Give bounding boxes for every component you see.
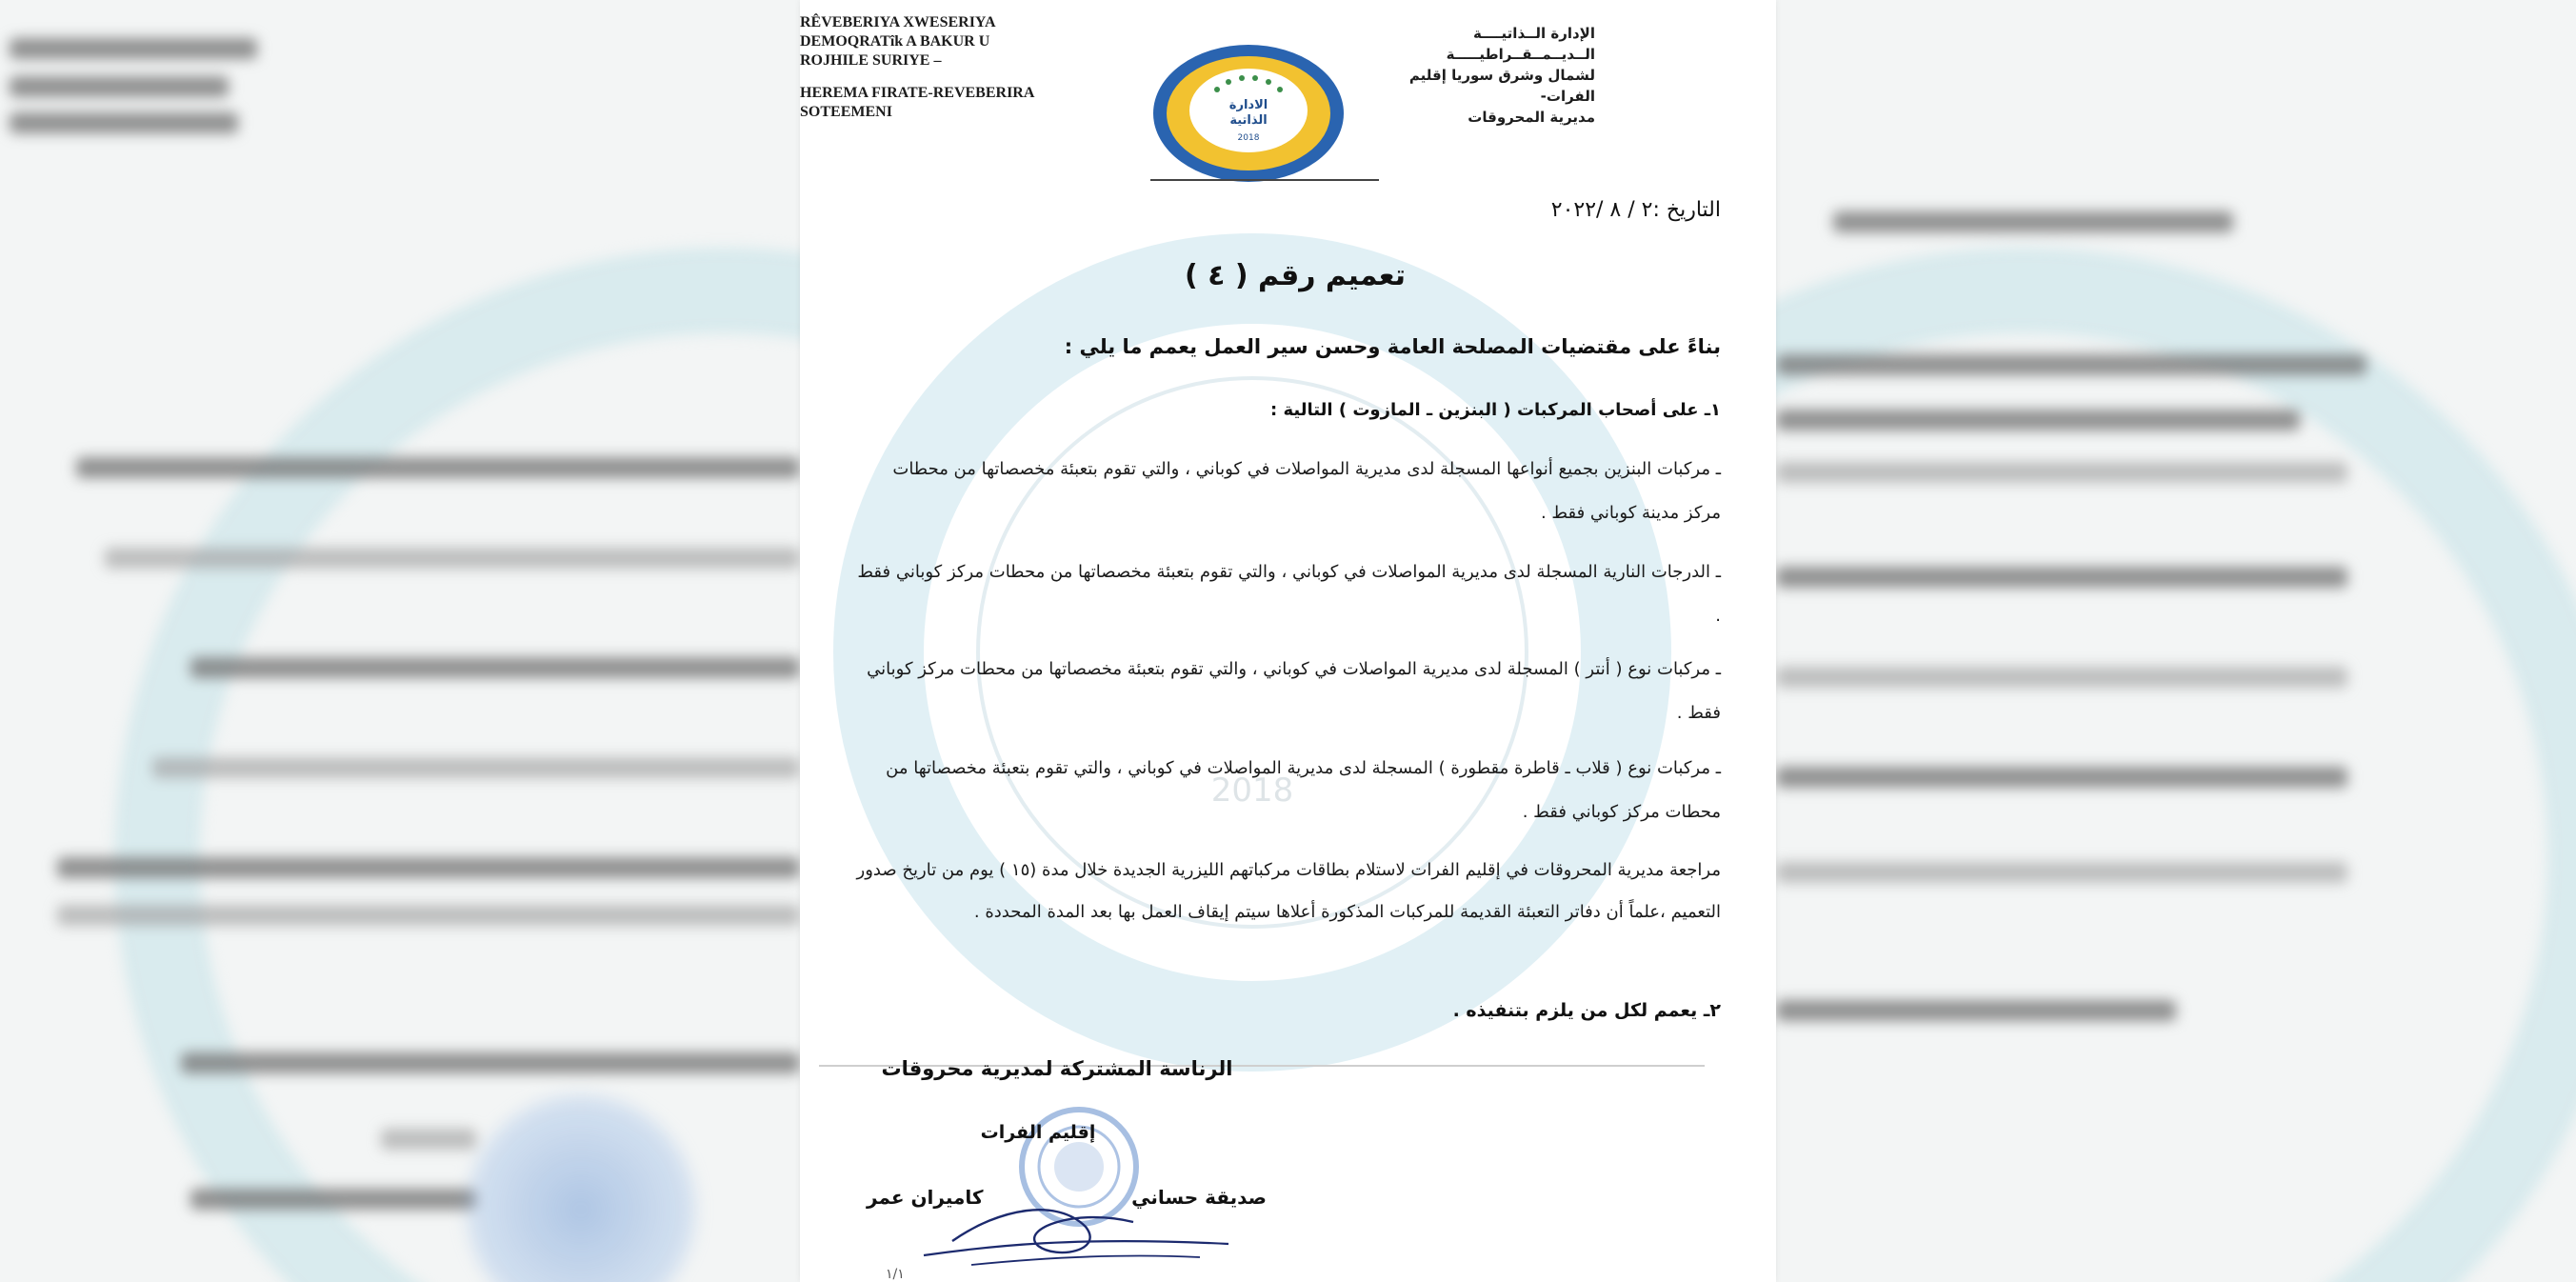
paragraph-petrol-vehicles: ـ مركبات البنزين بجميع أنواعها المسجلة لدى مديرية المواصلات في كوباني ، والتي تقوم بتعبئة مخصصاتها من محطات مركز مدينة كوباني فقط . — [892, 459, 1721, 523]
paragraph-motorcycles: ـ الدرجات النارية المسجلة لدى مديرية المواصلات في كوباني ، والتي تقوم بتعبئة مخصصاتها من محطات مركز كوباني فقط . — [857, 562, 1721, 626]
document-page — [800, 0, 1776, 1282]
header-rule — [1150, 179, 1379, 181]
document-title: تعميم رقم ( ٤ ) — [1184, 259, 1407, 292]
header-arabic-text — [1357, 23, 1595, 128]
header-arabic-line: مديرية المحروقات — [1468, 109, 1595, 126]
svg-text:2018: 2018 — [1237, 133, 1260, 143]
signatory-name-1: صديقة حساني — [1131, 1186, 1267, 1209]
page-number: ١/١ — [886, 1267, 905, 1282]
svg-text:الادارة: الادارة — [1228, 98, 1268, 112]
header-arabic-line: الإدارة الــذاتيــــة — [1472, 25, 1595, 42]
header-kurdish-text — [800, 13, 1076, 122]
header-arabic-line: الــديــمــقــراطيـــــة — [1446, 46, 1595, 63]
paragraph-inter-vehicles: ـ مركبات نوع ( أنتر ) المسجلة لدى مديرية المواصلات في كوباني ، والتي تقوم بتعبئة مخصصاتها من محطات مركز كوباني فقط . — [867, 659, 1721, 723]
svg-text:الذاتية: الذاتية — [1229, 113, 1268, 128]
handwritten-signature — [914, 1170, 1238, 1274]
signature-region: إقليم الفرات — [980, 1122, 1096, 1143]
blurred-right-background — [1776, 0, 2576, 1282]
document-date: التاريخ :٢ / ٨ /٢٠٢٢ — [1550, 198, 1721, 222]
header-arabic-line: لشمال وشرق سوريا إقليم الفرات- — [1408, 67, 1595, 105]
header-latin-line: HEREMA FIRATE-REVEBERIRA — [800, 85, 1035, 101]
watermark-seal: 2018 — [833, 233, 1671, 1072]
blurred-left-background — [0, 0, 800, 1282]
header-latin-line: RÊVEBERIYA XWESERIYA — [800, 14, 996, 30]
header-latin-line: SOTEEMENI — [800, 104, 892, 120]
document-intro: بناءً على مقتضيات المصلحة العامة وحسن سير العمل يعمم ما يلي : — [1064, 335, 1721, 358]
header-latin-line: DEMOQRATîk A BAKUR U — [800, 33, 990, 50]
header-latin-line: ROJHILE SURIYE – — [800, 52, 942, 69]
paragraph-instructions: مراجعة مديرية المحروقات في إقليم الفرات لاستلام بطاقات مركباتهم الليزرية الجديدة خلال مدة (١٥ ) يوم من تاريخ صدور التعميم ،علماً أن دفاتر التعبئة القديمة للمركبات المذكورة أعلاها سيتم إيقاف العمل بها بعد المدة المحددة . — [856, 860, 1721, 922]
paragraph-trucks: ـ مركبات نوع ( قلاب ـ قاطرة مقطورة ) المسجلة لدى مديرية المواصلات في كوباني ، والتي تقوم بتعبئة مخصصاتها من محطات مركز كوباني فقط . — [886, 758, 1721, 822]
item-2: ٢ـ يعمم لكل من يلزم بتنفيذه . — [1452, 1000, 1721, 1021]
administration-logo — [1150, 42, 1347, 185]
signature-title: الرناسة المشتركة لمديرية محروقات — [881, 1057, 1233, 1080]
signatory-name-2: كاميران عمر — [867, 1186, 984, 1209]
item-1-heading: ١ـ على أصحاب المركبات ( البنزين ـ المازوت ) التالية : — [1270, 400, 1721, 420]
